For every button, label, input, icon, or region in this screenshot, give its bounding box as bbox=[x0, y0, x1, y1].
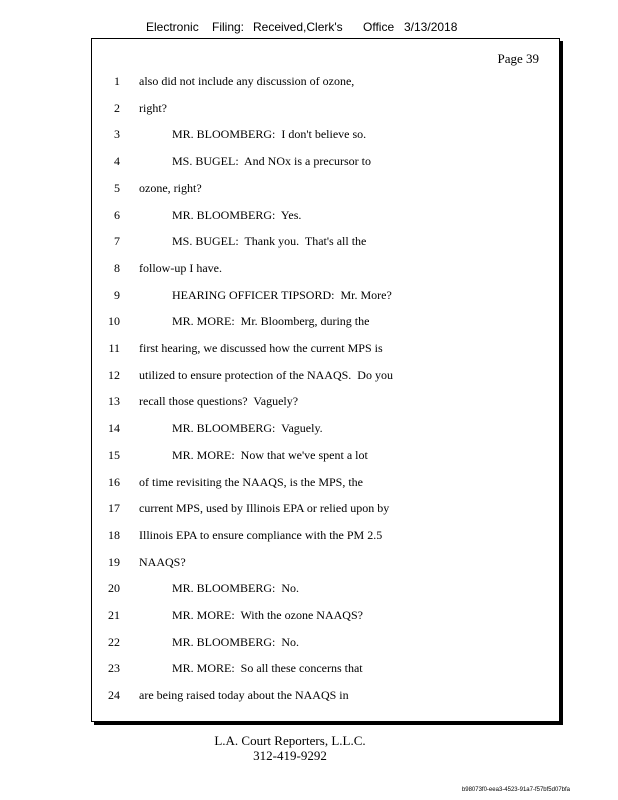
line-number: 22 bbox=[108, 634, 120, 649]
line-text: utilized to ensure protection of the NAAQS. Do you bbox=[139, 367, 393, 382]
transcript-line bbox=[92, 528, 559, 546]
transcript-line bbox=[92, 261, 559, 279]
transcript-line bbox=[92, 101, 559, 119]
line-text: recall those questions? Vaguely? bbox=[139, 394, 299, 409]
line-text: MR. BLOOMBERG: No. bbox=[172, 581, 300, 596]
transcript-line bbox=[92, 74, 559, 92]
line-text: first hearing, we discussed how the current MPS is bbox=[139, 341, 383, 355]
line-text: MR. MORE: Mr. Bloomberg, during the bbox=[172, 314, 370, 329]
transcript-line bbox=[92, 635, 559, 653]
transcript-line bbox=[92, 368, 559, 386]
line-number: 12 bbox=[108, 367, 120, 382]
transcript-line bbox=[92, 341, 559, 359]
transcript-line bbox=[92, 688, 559, 706]
filing-word-filing: Filing: bbox=[212, 20, 245, 34]
line-number: 19 bbox=[108, 554, 120, 569]
line-text: NAAQS? bbox=[139, 554, 186, 569]
line-text: MR. BLOOMBERG: Vaguely. bbox=[172, 421, 323, 436]
line-number: 3 bbox=[114, 127, 120, 142]
line-number: 24 bbox=[108, 688, 120, 703]
transcript-line bbox=[92, 234, 559, 252]
line-number: 14 bbox=[108, 421, 120, 436]
line-text: current MPS, used by Illinois EPA or relied upon by bbox=[139, 501, 390, 516]
line-text: ozone, right? bbox=[139, 180, 202, 195]
line-text: MR. MORE: Now that we've spent a lot bbox=[172, 447, 368, 462]
transcript-page bbox=[91, 38, 560, 722]
line-number: 13 bbox=[108, 394, 120, 409]
transcript-line bbox=[92, 475, 559, 493]
filing-word-electronic: Electronic bbox=[146, 20, 199, 34]
line-text: are being raised today about the NAAQS in bbox=[139, 688, 349, 703]
transcript-line bbox=[92, 288, 559, 306]
line-text: MR. BLOOMBERG: No. bbox=[172, 634, 300, 649]
line-number: 15 bbox=[108, 447, 120, 462]
line-text: MR. MORE: So all these concerns that bbox=[172, 661, 363, 676]
line-number: 5 bbox=[114, 180, 120, 195]
transcript-line bbox=[92, 314, 559, 332]
transcript-line bbox=[92, 501, 559, 519]
filing-word-office: Office bbox=[363, 20, 395, 34]
line-number: 10 bbox=[108, 314, 120, 329]
line-number: 11 bbox=[108, 341, 120, 355]
line-number: 2 bbox=[114, 100, 120, 115]
page-number: Page 39 bbox=[497, 51, 539, 66]
line-number: 7 bbox=[114, 234, 120, 249]
line-text: of time revisiting the NAAQS, is the MPS, the bbox=[139, 474, 363, 489]
reporter-company: L.A. Court Reporters, L.L.C. bbox=[214, 733, 366, 748]
line-number: 16 bbox=[108, 474, 120, 489]
line-text: MR. MORE: With the ozone NAAQS? bbox=[172, 608, 363, 622]
line-number: 4 bbox=[114, 154, 120, 169]
line-text: follow-up I have. bbox=[139, 260, 222, 275]
transcript-line bbox=[92, 181, 559, 199]
line-text: MR. BLOOMBERG: Yes. bbox=[172, 207, 302, 222]
line-number: 6 bbox=[114, 207, 120, 222]
line-number: 18 bbox=[108, 527, 120, 542]
line-number: 17 bbox=[108, 501, 120, 516]
line-text: also did not include any discussion of ozone, bbox=[139, 74, 355, 88]
line-number: 21 bbox=[108, 608, 120, 622]
filing-word-received: Received,Clerk's bbox=[253, 20, 343, 34]
line-text: HEARING OFFICER TIPSORD: Mr. More? bbox=[172, 287, 392, 302]
line-number: 9 bbox=[114, 287, 120, 302]
document-hash: b98073f0-eea3-4523-91a7-f57bf5d07bfa bbox=[461, 787, 570, 793]
line-text: MR. BLOOMBERG: I don't believe so. bbox=[172, 127, 367, 142]
filing-date: 3/13/2018 bbox=[404, 20, 458, 34]
electronic-filing-header bbox=[0, 20, 618, 36]
line-text: Illinois EPA to ensure compliance with the PM 2.5 bbox=[139, 527, 383, 542]
transcript-line bbox=[92, 608, 559, 626]
transcript-line bbox=[92, 127, 559, 145]
transcript-line bbox=[92, 448, 559, 466]
line-text: right? bbox=[139, 100, 167, 115]
transcript-line bbox=[92, 581, 559, 599]
transcript-line bbox=[92, 394, 559, 412]
transcript-line bbox=[92, 208, 559, 226]
line-number: 23 bbox=[108, 661, 120, 676]
transcript-line bbox=[92, 555, 559, 573]
transcript-line bbox=[92, 421, 559, 439]
line-text: MS. BUGEL: Thank you. That's all the bbox=[172, 234, 367, 249]
transcript-line bbox=[92, 154, 559, 172]
line-number: 20 bbox=[108, 581, 120, 596]
line-number: 8 bbox=[114, 260, 120, 275]
reporter-phone: 312-419-9292 bbox=[253, 748, 327, 763]
line-number: 1 bbox=[114, 74, 120, 88]
line-text: MS. BUGEL: And NOx is a precursor to bbox=[172, 154, 371, 169]
transcript-line bbox=[92, 661, 559, 679]
